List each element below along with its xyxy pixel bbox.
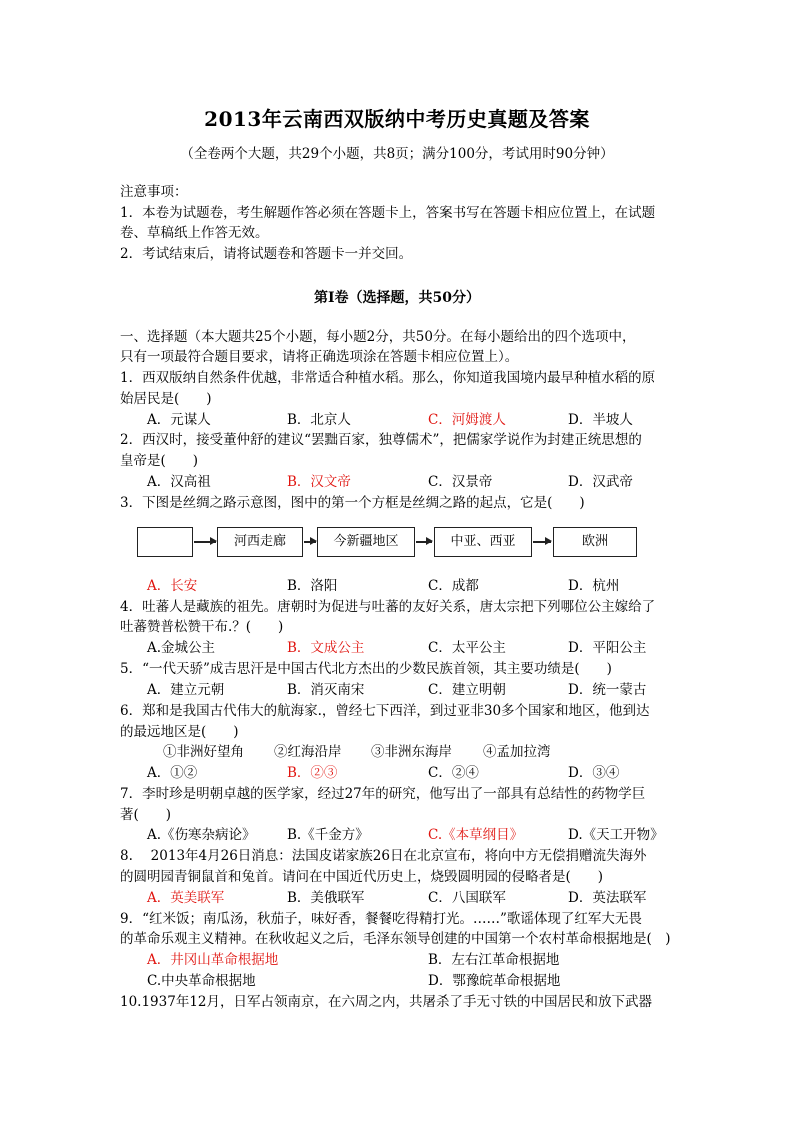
flow-arrow xyxy=(416,541,432,543)
q1-option-c-answer: C．河姆渡人 xyxy=(428,412,506,428)
q5-option-b: B．消灭南宋 xyxy=(287,682,365,698)
flow-box-central-asia: 中亚、西亚 xyxy=(434,527,532,557)
question-2-cont: 皇帝是( ) xyxy=(120,453,199,469)
question-3: 3．下图是丝绸之路示意图，图中的第一个方框是丝绸之路的起点，它是( ) xyxy=(120,495,585,511)
flow-box-europe: 欧洲 xyxy=(553,527,637,557)
q8-option-b: B．美俄联军 xyxy=(287,890,365,906)
q6-choice-4: ④孟加拉湾 xyxy=(483,744,551,760)
flow-arrow xyxy=(304,541,316,543)
q2-option-c: C．汉景帝 xyxy=(428,474,493,490)
q2-option-a: A．汉高祖 xyxy=(147,474,211,490)
flow-box-hexi: 河西走廊 xyxy=(217,527,303,557)
q1-option-b: B．北京人 xyxy=(287,412,351,428)
q2-option-d: D．汉武帝 xyxy=(568,474,633,490)
note-item-1-cont: 卷、草稿纸上作答无效。 xyxy=(120,225,269,241)
question-1: 1．西双版纳自然条件优越，非常适合种植水稻。那么，你知道我国境内最早种植水稻的原 xyxy=(120,370,656,386)
question-8-cont: 的圆明园青铜鼠首和兔首。请问在中国近代历史上，烧毁圆明园的侵略者是( ) xyxy=(120,869,604,885)
q4-option-c: C．太平公主 xyxy=(428,640,506,656)
question-8: 8. 2013年4月26日消息：法国皮诺家族26日在北京宣布，将向中方无偿捐赠流失海外 xyxy=(120,848,647,864)
question-7-cont: 著( ) xyxy=(120,807,172,823)
notes-heading: 注意事项： xyxy=(120,184,188,200)
q1-option-a: A．元谋人 xyxy=(147,412,211,428)
question-5: 5．“一代天骄”成吉思汗是中国古代北方杰出的少数民族首领，其主要功绩是( ) xyxy=(120,661,612,677)
q4-option-d: D．平阳公主 xyxy=(568,640,647,656)
q6-choice-2: ②红海沿岸 xyxy=(274,744,342,760)
q3-option-b: B．洛阳 xyxy=(287,578,338,594)
question-6-cont: 的最远地区是( ) xyxy=(120,724,239,740)
q5-option-d: D．统一蒙古 xyxy=(568,682,647,698)
question-1-cont: 始居民是( ) xyxy=(120,391,212,407)
flow-arrow xyxy=(194,541,216,543)
q6-option-b-answer: B．②③ xyxy=(287,765,338,781)
q5-option-c: C．建立明朝 xyxy=(428,682,506,698)
q7-option-c-answer: C.《本草纲目》 xyxy=(428,827,524,843)
q6-option-d: D．③④ xyxy=(568,765,620,781)
q3-option-d: D．杭州 xyxy=(568,578,620,594)
question-2: 2．西汉时，接受董仲舒的建议“罢黜百家，独尊儒术”，把儒家学说作为封建正统思想的 xyxy=(120,432,642,448)
q7-option-a: A.《伤寒杂病论》 xyxy=(147,827,256,843)
q7-option-b: B.《千金方》 xyxy=(287,827,369,843)
q6-choice-3: ③非洲东海岸 xyxy=(371,744,452,760)
question-9-cont: 的革命乐观主义精神。在秋收起义之后，毛泽东领导创建的中国第一个农村革命根据地是( ) xyxy=(120,931,671,947)
flow-box-xinjiang: 今新疆地区 xyxy=(317,527,415,557)
q1-option-d: D．半坡人 xyxy=(568,412,633,428)
q8-option-c: C．八国联军 xyxy=(428,890,506,906)
q4-option-b-answer: B．文成公主 xyxy=(287,640,365,656)
page-title: 2013年云南西双版纳中考历史真题及答案 xyxy=(204,107,590,131)
section-intro: 一、选择题（本大题共25个小题，每小题2分，共50分。在每小题给出的四个选项中， xyxy=(120,329,636,345)
flow-box-start xyxy=(137,527,193,557)
note-item-1: 1．本卷为试题卷，考生解题作答必须在答题卡上，答案书写在答题卡相应位置上，在试题 xyxy=(120,205,656,221)
q8-option-a-answer: A．英美联军 xyxy=(147,890,225,906)
section-intro-cont: 只有一项最符合题目要求，请将正确选项涂在答题卡相应位置上）。 xyxy=(120,349,519,365)
question-9: 9．“红米饭；南瓜汤，秋茄子，味好香，餐餐吃得精打光。……”歌谣体现了红军大无畏 xyxy=(120,911,642,927)
q5-option-a: A．建立元朝 xyxy=(147,682,225,698)
note-item-2: 2．考试结束后，请将试题卷和答题卡一并交回。 xyxy=(120,246,413,262)
question-4: 4．吐蕃人是藏族的祖先。唐朝时为促进与吐蕃的友好关系，唐太宗把下列哪位公主嫁给了 xyxy=(120,599,656,615)
q6-option-a: A．①② xyxy=(147,765,198,781)
flow-arrow xyxy=(533,541,551,543)
q7-option-d: D.《天工开物》 xyxy=(568,827,664,843)
q9-option-b: B．左右江革命根据地 xyxy=(428,952,560,968)
question-6: 6．郑和是我国古代伟大的航海家.，曾经七下西洋，到过亚非30多个国家和地区，他到达 xyxy=(120,703,650,719)
q6-option-c: C．②④ xyxy=(428,765,479,781)
q3-option-c: C．成都 xyxy=(428,578,479,594)
q9-option-d: D．鄂豫皖革命根据地 xyxy=(428,973,561,989)
q2-option-b-answer: B．汉文帝 xyxy=(287,474,351,490)
silk-road-diagram xyxy=(137,527,637,561)
question-7: 7．李时珍是明朝卓越的医学家，经过27年的研究，他写出了一部具有总结性的药物学巨 xyxy=(120,786,646,802)
q4-option-a: A.金城公主 xyxy=(147,640,216,656)
section-heading: 第Ⅰ卷（选择题，共50分） xyxy=(313,290,481,306)
q9-option-c: C.中央革命根据地 xyxy=(147,973,256,989)
question-10: 10.1937年12月，日军占领南京，在六周之内，共屠杀了手无寸铁的中国居民和放下武器 xyxy=(120,994,653,1010)
question-4-cont: 吐蕃赞普松赞干布.？( ) xyxy=(120,619,284,635)
page-subtitle: （全卷两个大题，共29个小题，共8页；满分100分，考试用时90分钟） xyxy=(180,146,614,162)
q9-option-a-answer: A．井冈山革命根据地 xyxy=(147,952,279,968)
q8-option-d: D．英法联军 xyxy=(568,890,647,906)
q3-option-a-answer: A．长安 xyxy=(147,578,198,594)
q6-choice-1: ①非洲好望角 xyxy=(163,744,244,760)
